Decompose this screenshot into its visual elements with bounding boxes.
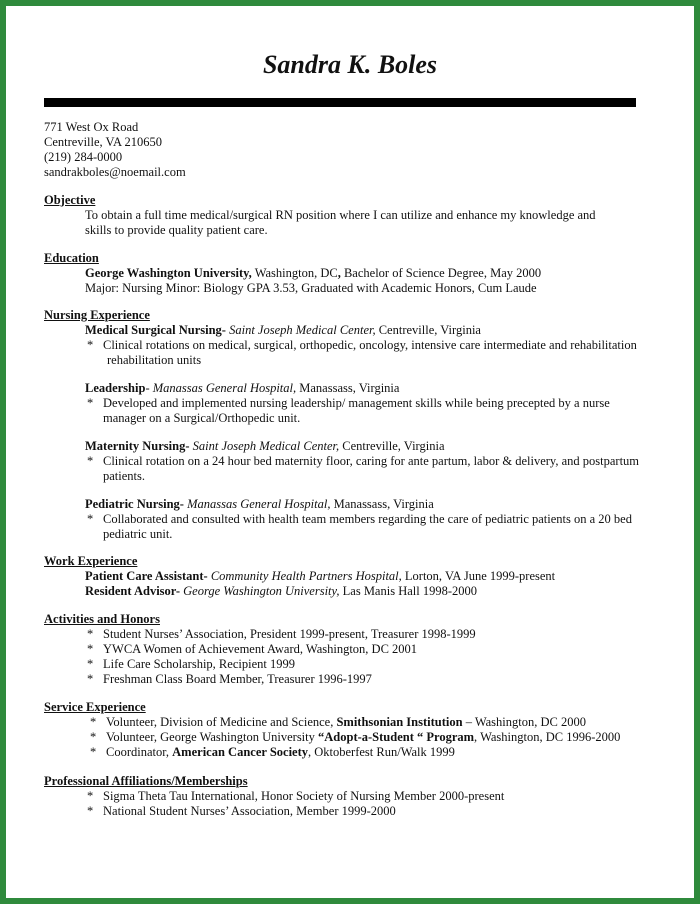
- entry-line: pediatric unit.: [103, 527, 173, 541]
- entry-title: Leadership: [85, 381, 146, 395]
- service-text: Volunteer, George Washington University: [106, 730, 319, 744]
- applicant-name: Sandra K. Boles: [262, 50, 438, 79]
- bullet-icon: *: [87, 804, 94, 818]
- list-item: [44, 715, 644, 730]
- entry-line: patients.: [103, 469, 146, 483]
- list-item: [44, 730, 644, 745]
- bullet-icon: *: [87, 642, 94, 656]
- school-comma: ,: [337, 266, 341, 280]
- resume-page: [6, 6, 694, 898]
- service-org: Smithsonian Institution: [336, 715, 463, 729]
- list-item: [44, 745, 644, 760]
- nursing-entry-title: [44, 439, 644, 454]
- entry-line: Clinical rotations on medical, surgical, orthopedic, oncology, intensive care intermediate and rehabilitation: [103, 338, 637, 352]
- entry-title: Medical Surgical Nursing-: [85, 323, 226, 337]
- list-item: [44, 512, 644, 542]
- nursing-section: [44, 308, 644, 542]
- work-heading: Work Experience: [44, 554, 138, 568]
- entry-place: Manassass, Virginia: [330, 497, 434, 511]
- service-text: Volunteer, Division of Medicine and Science,: [106, 715, 337, 729]
- bullet-icon: *: [87, 627, 94, 641]
- bullet-icon: *: [87, 789, 94, 803]
- entry-line: Developed and implemented nursing leadership/ management skills while being precepted by a nurse: [103, 396, 610, 410]
- service-section: [44, 700, 644, 760]
- job-line: [44, 569, 644, 584]
- bullet-icon: *: [87, 338, 94, 352]
- nursing-heading: Nursing Experience: [44, 308, 150, 322]
- entry-org: Saint Joseph Medical Center,: [189, 439, 340, 453]
- header-rule: [44, 98, 636, 107]
- service-text: , Washington, DC 1996-2000: [474, 730, 621, 744]
- list-item: [44, 804, 644, 819]
- list-item: [44, 338, 644, 368]
- entry-org: Saint Joseph Medical Center,: [225, 323, 376, 337]
- bullet-icon: *: [87, 454, 94, 468]
- activity-text: Student Nurses’ Association, President 1999-present, Treasurer 1998-1999: [103, 627, 476, 641]
- affiliations-heading: Professional Affiliations/Memberships: [44, 774, 248, 788]
- entry-line: Collaborated and consulted with health team members regarding the care of pediatric patients on a 20 bed: [103, 512, 632, 526]
- affiliation-text: National Student Nurses’ Association, Member 1999-2000: [103, 804, 396, 818]
- job-title: Patient Care Assistant-: [85, 569, 208, 583]
- list-item: [44, 396, 644, 426]
- street-address: 771 West Ox Road: [44, 120, 139, 134]
- bullet-icon: *: [87, 657, 94, 671]
- phone-number: (219) 284-0000: [44, 150, 123, 164]
- list-item: [44, 642, 644, 657]
- bullet-icon: *: [87, 396, 94, 410]
- job-details: Las Manis Hall 1998-2000: [339, 584, 477, 598]
- service-text: Coordinator,: [106, 745, 173, 759]
- bullet-icon: *: [90, 730, 97, 744]
- activity-text: Freshman Class Board Member, Treasurer 1996-1997: [103, 672, 372, 686]
- entry-place: Centreville, Virginia: [375, 323, 481, 337]
- list-item: [44, 454, 644, 484]
- school-location: Washington, DC: [251, 266, 338, 280]
- activities-heading: Activities and Honors: [44, 612, 160, 626]
- activity-text: Life Care Scholarship, Recipient 1999: [103, 657, 295, 671]
- education-heading: Education: [44, 251, 99, 265]
- work-section: [44, 554, 644, 599]
- education-line: [44, 266, 644, 281]
- job-details: Lorton, VA June 1999-present: [401, 569, 556, 583]
- major-line: Major: Nursing Minor: Biology GPA 3.53, Graduated with Academic Honors, Cum Laude: [85, 281, 537, 295]
- service-text: , Oktoberfest Run/Walk 1999: [308, 745, 455, 759]
- service-text: – Washington, DC 2000: [462, 715, 586, 729]
- objective-section: [44, 193, 644, 238]
- affiliations-section: [44, 774, 644, 819]
- activities-section: [44, 612, 644, 687]
- bullet-icon: *: [87, 512, 94, 526]
- job-line: [44, 584, 644, 599]
- entry-line: Clinical rotation on a 24 hour bed maternity floor, caring for ante partum, labor & delivery, and postpartum: [103, 454, 640, 468]
- service-org: “Adopt-a-Student “ Program: [318, 730, 475, 744]
- job-org: George Washington University,: [180, 584, 340, 598]
- entry-place: Manassass, Virginia: [296, 381, 400, 395]
- bullet-icon: *: [87, 672, 94, 686]
- bullet-icon: *: [90, 745, 97, 759]
- degree: Bachelor of Science Degree, May 2000: [340, 266, 542, 280]
- entry-org: - Manassas General Hospital,: [145, 381, 297, 395]
- job-title: Resident Advisor-: [85, 584, 181, 598]
- entry-title: Pediatric Nursing-: [85, 497, 184, 511]
- activity-text: YWCA Women of Achievement Award, Washington, DC 2001: [103, 642, 418, 656]
- bullet-icon: *: [90, 715, 97, 729]
- city-state-zip: Centreville, VA 210650: [44, 135, 162, 149]
- entry-place: Centreville, Virginia: [339, 439, 445, 453]
- nursing-entry-title: [44, 381, 644, 396]
- service-org: American Cancer Society: [172, 745, 308, 759]
- school-name: George Washington University,: [85, 266, 252, 280]
- list-item: [44, 657, 644, 672]
- contact-block: [44, 120, 186, 180]
- education-section: [44, 251, 644, 296]
- objective-heading: Objective: [44, 193, 96, 207]
- service-heading: Service Experience: [44, 700, 146, 714]
- list-item: [44, 627, 644, 642]
- nursing-entry-title: [44, 497, 644, 512]
- entry-title: Maternity Nursing-: [85, 439, 190, 453]
- affiliation-text: Sigma Theta Tau International, Honor Society of Nursing Member 2000-present: [103, 789, 505, 803]
- nursing-entry-title: [44, 323, 644, 338]
- entry-line: manager on a Surgical/Orthopedic unit.: [103, 411, 301, 425]
- job-org: Community Health Partners Hospital,: [207, 569, 402, 583]
- objective-line: To obtain a full time medical/surgical RN position where I can utilize and enhance my knowledge and: [85, 208, 596, 222]
- list-item: [44, 672, 644, 687]
- entry-line: rehabilitation units: [107, 353, 202, 367]
- objective-line: skills to provide quality patient care.: [85, 223, 268, 237]
- email-address: sandrakboles@noemail.com: [44, 165, 186, 179]
- list-item: [44, 789, 644, 804]
- entry-org: Manassas General Hospital,: [183, 497, 331, 511]
